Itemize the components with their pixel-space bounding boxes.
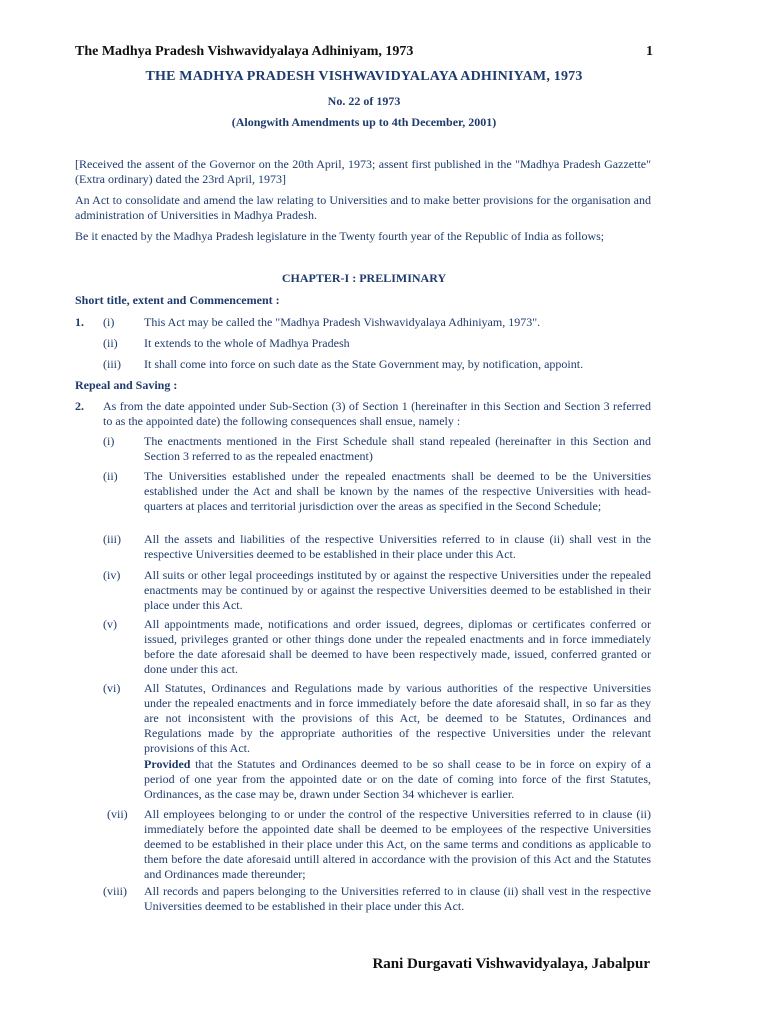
clause-text: It shall come into force on such date as the State Government may, by notification, appoint. — [144, 357, 584, 371]
clause-text: All the assets and liabilities of the respective Universities referred to in clause (ii) shall vest in the respective Universities deemed to be established in their place under this Act. — [144, 532, 651, 561]
clause-label: (ii) — [103, 469, 118, 483]
clause-label: (viii) — [103, 884, 127, 898]
clause-label: (vii) — [107, 807, 128, 821]
assent-paragraph: [Received the assent of the Governor on the 20th April, 1973; assent first published in the "Madhya Pradesh Gazzette" (Extra ordinary) dated the 23rd April, 1973] — [75, 157, 651, 186]
clause-text: The enactments mentioned in the First Schedule shall stand repealed (hereinafter in this Section and Section 3 referred to as the repealed enactment) — [144, 434, 651, 463]
proviso-paragraph — [144, 757, 651, 802]
enactment-paragraph: Be it enacted by the Madhya Pradesh legislature in the Twenty fourth year of the Republic of India as follows; — [75, 229, 605, 243]
page-number: 1 — [646, 44, 653, 59]
proviso-text: that the Statutes and Ordinances deemed to be so shall cease to be in force on expiry of a period of one year from the appointed date or on the date of coming into force of the first Statutes, Ordinances, as the case may be, drawn under Section 34 whichever is earlier. — [144, 757, 651, 801]
section1-heading: Short title, extent and Commencement : — [75, 293, 280, 307]
section2-number: 2. — [75, 399, 84, 413]
act-title: THE MADHYA PRADESH VISHWAVIDYALAYA ADHINIYAM, 1973 — [145, 69, 583, 84]
page-footer: Rani Durgavati Vishwavidyalaya, Jabalpur — [372, 956, 650, 972]
clause-text: It extends to the whole of Madhya Pradesh — [144, 336, 350, 350]
purpose-paragraph: An Act to consolidate and amend the law relating to Universities and to make better provisions for the organisation and administration of Universities in Madhya Pradesh. — [75, 193, 651, 222]
clause-text: This Act may be called the "Madhya Pradesh Vishwavidyalaya Adhiniyam, 1973". — [144, 315, 541, 329]
clause-label: (iii) — [103, 532, 121, 546]
clause-label: (iii) — [103, 357, 121, 371]
page-header — [75, 44, 653, 62]
amendment-note: (Alongwith Amendments up to 4th December, 2001) — [231, 115, 497, 129]
act-number: No. 22 of 1973 — [327, 94, 401, 108]
running-title: The Madhya Pradesh Vishwavidyalaya Adhiniyam, 1973 — [75, 44, 414, 59]
clause-text: All records and papers belonging to the Universities referred to in clause (ii) shall vest in the respective Universities deemed to be established in their place under this Act. — [144, 884, 651, 913]
clause-text: All appointments made, notifications and order issued, degrees, diplomas or certificates conferred or issued, privileges granted or other things done under the repealed enactments and in force immediately before the date aforesaid shall be deemed to have been respectively made, issued, conferred granted or done under this act. — [144, 617, 651, 676]
clause-text: The Universities established under the repealed enactments shall be deemed to be the Universities established under the Act and shall be known by the names of the respective Universities with head-quarters at places and territorial jurisdiction over the areas as specified in the Second Schedule; — [144, 469, 651, 513]
section1-number: 1. — [75, 315, 84, 329]
clause-label: (ii) — [103, 336, 118, 350]
clause-label: (v) — [103, 617, 117, 631]
section2-intro: As from the date appointed under Sub-Section (3) of Section 1 (hereinafter in this Section and Section 3 referred to as the appointed date) the following consequences shall ensue, namely : — [103, 399, 651, 428]
clause-text: All employees belonging to or under the control of the respective Universities referred to in clause (ii) immediately before the appointed date shall be deemed to be employees of the respective Universities deemed to be established in their place under this Act, on the same terms and conditions as applicable to them before the date aforesaid untill altered in accordance with the provision of this Act and the Statutes and Ordinances made thereunder; — [144, 807, 651, 881]
clause-label: (i) — [103, 315, 115, 329]
proviso-lead: Provided — [144, 757, 191, 771]
clause-text: All Statutes, Ordinances and Regulations made by various authorities of the respective Universities under the repealed enactments and in force immediately before the date aforesaid shall, in so far as they are not inconsistent with the provisions of this Act, be deemed to be Statutes, Ordinances and Regulations made by the appropriate authorities of the respective Universities under the relevant provisions of this Act. — [144, 681, 651, 755]
clause-label: (i) — [103, 434, 115, 448]
clause-label: (vi) — [103, 681, 121, 695]
clause-label: (iv) — [103, 568, 121, 582]
clause-text: All suits or other legal proceedings instituted by or against the respective Universities under the repealed enactments may be continued by or against the respective Universities deemed to be established in their place under this Act. — [144, 568, 651, 612]
section2-heading: Repeal and Saving : — [75, 378, 178, 392]
chapter-heading: CHAPTER-I : PRELIMINARY — [281, 271, 447, 285]
